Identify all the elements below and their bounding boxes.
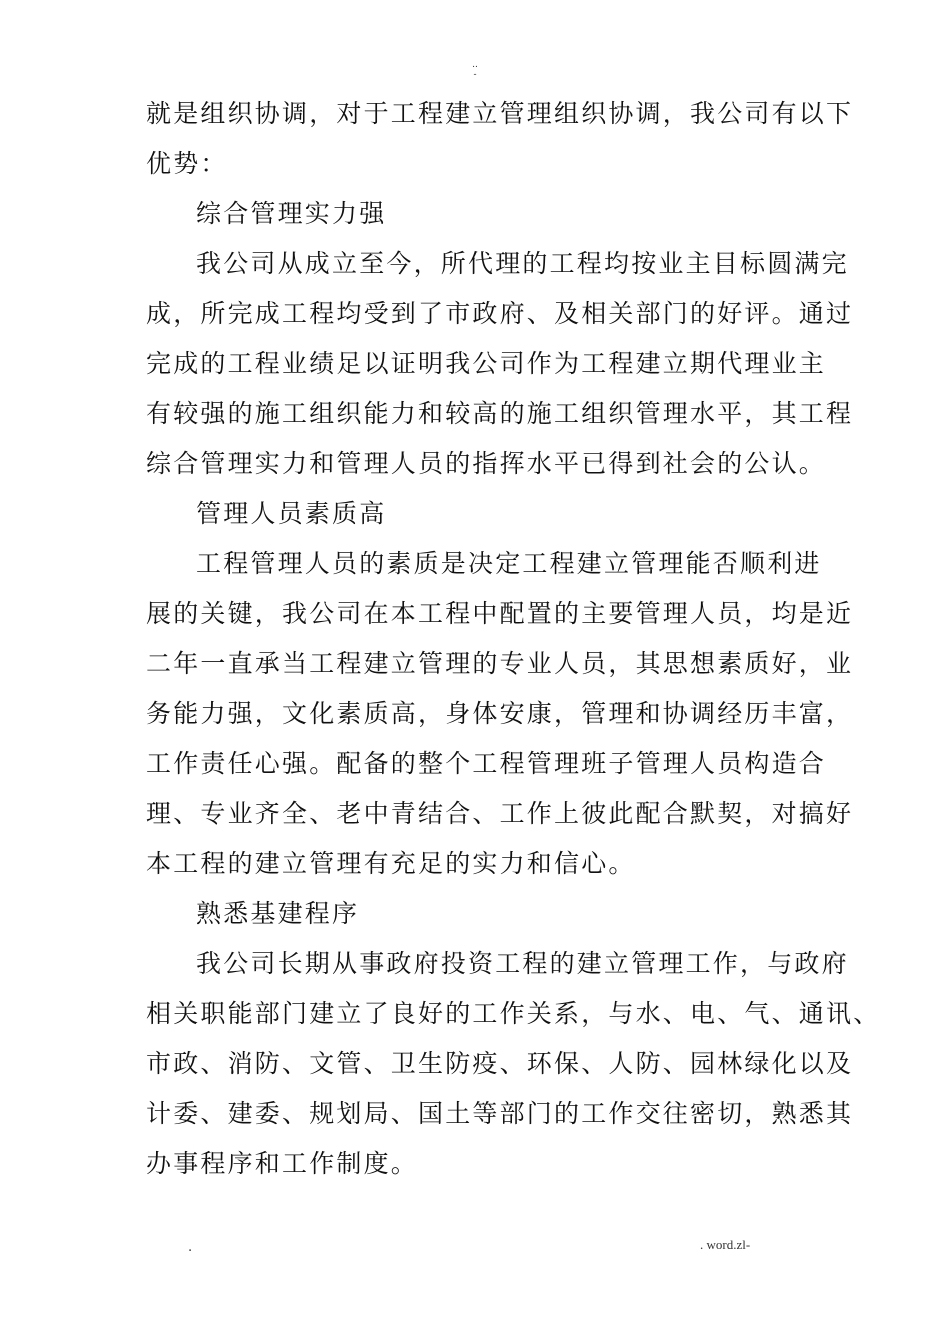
paragraph-line: 工程管理人员的素质是决定工程建立管理能否顺利进 [196, 549, 822, 578]
section-heading: 综合管理实力强 [196, 199, 387, 228]
paragraph-line: 理、专业齐全、老中青结合、工作上彼此配合默契，对搞好 [146, 799, 854, 828]
paragraph-line: 二年一直承当工程建立管理的专业人员，其思想素质好，业 [146, 649, 854, 678]
paragraph-line: 务能力强，文化素质高，身体安康，管理和协调经历丰富， [146, 699, 854, 728]
paragraph-line: 办事程序和工作制度。 [146, 1149, 419, 1178]
paragraph-line: 展的关键，我公司在本工程中配置的主要管理人员，均是近 [146, 599, 854, 628]
footer-watermark: . word.zl- [700, 1237, 751, 1252]
paragraph-line: 相关职能部门建立了良好的工作关系，与水、电、气、通讯、 [146, 999, 881, 1028]
paragraph-line: 我公司长期从事政府投资工程的建立管理工作，与政府 [196, 949, 849, 978]
paragraph-line: 工作责任心强。配备的整个工程管理班子管理人员构造合 [146, 749, 827, 778]
section-heading: 管理人员素质高 [196, 499, 387, 528]
paragraph-line: 就是组织协调，对于工程建立管理组织协调，我公司有以下 [146, 99, 854, 128]
section-heading: 熟悉基建程序 [196, 899, 360, 928]
footer-left-mark: . [188, 1240, 193, 1255]
paragraph-line: 本工程的建立管理有充足的实力和信心。 [146, 849, 636, 878]
header-mark-bottom: - [473, 70, 477, 80]
paragraph-line: 计委、建委、规划局、国土等部门的工作交往密切，熟悉其 [146, 1099, 854, 1128]
paragraph-line: 市政、消防、文管、卫生防疫、环保、人防、园林绿化以及 [146, 1049, 854, 1078]
paragraph-line: 综合管理实力和管理人员的指挥水平已得到社会的公认。 [146, 449, 827, 478]
header-mark-top: .. [472, 60, 478, 70]
page-header-mark [460, 60, 490, 80]
paragraph-line: 完成的工程业绩足以证明我公司作为工程建立期代理业主 [146, 349, 827, 378]
paragraph-line: 有较强的施工组织能力和较高的施工组织管理水平，其工程 [146, 399, 854, 428]
paragraph-line: 成，所完成工程均受到了市政府、及相关部门的好评。通过 [146, 299, 854, 328]
paragraph-line: 优势： [146, 149, 228, 178]
paragraph-line: 我公司从成立至今，所代理的工程均按业主目标圆满完 [196, 249, 849, 278]
